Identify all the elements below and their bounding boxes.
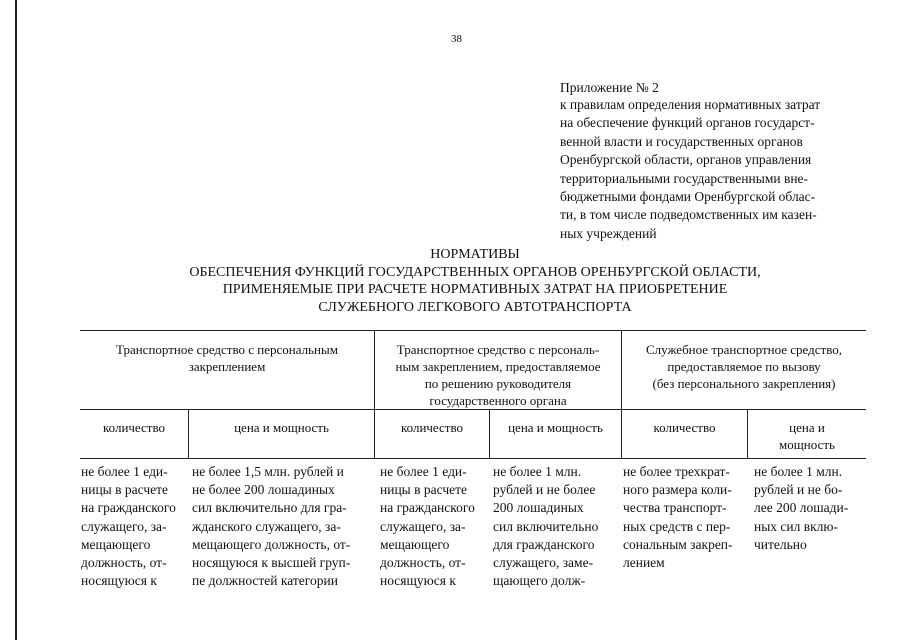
header-line: по решению руководителя [424, 376, 572, 391]
table-cell-price-on-call [754, 463, 848, 554]
group-header-on-call [622, 341, 866, 392]
cell-line: не более 1 млн. [493, 464, 582, 479]
cell-line: служащего, за- [81, 518, 167, 534]
cell-line: носящуюся к [81, 573, 157, 589]
cell-line: ных средств с пер- [623, 518, 731, 534]
appendix-line: территориальными государственными вне- [560, 170, 809, 186]
cell-line: чительно [754, 536, 807, 552]
header-line: цена и мощность [234, 420, 329, 435]
table-rule-top [80, 330, 866, 331]
page-number: 38 [451, 33, 462, 45]
document-title-line: СЛУЖЕБНОГО ЛЕГКОВОГО АВТОТРАНСПОРТА [318, 299, 632, 315]
document-title-line: ОБЕСПЕЧЕНИЯ ФУНКЦИЙ ГОСУДАРСТВЕННЫХ ОРГАНОВ ОРЕНБУРГСКОЙ ОБЛАСТИ, [189, 264, 761, 280]
norms-table [80, 330, 866, 620]
cell-line: служащего, заме- [493, 555, 594, 571]
table-rule-subheader [80, 458, 866, 459]
header-line: количество [653, 420, 716, 435]
group-header-personal [80, 341, 374, 375]
subheader-quantity [622, 419, 747, 436]
header-line: количество [400, 420, 464, 435]
table-cell-quantity-by-decision [380, 463, 475, 590]
cell-line: не более 1 еди- [380, 464, 467, 479]
subheader-quantity [80, 419, 188, 436]
cell-line: на гражданского [81, 500, 176, 516]
appendix-line: ти, в том числе подведомственных им казен- [560, 207, 817, 223]
cell-line: на гражданского [380, 500, 475, 516]
cell-line: пе должностей категории [192, 573, 338, 589]
cell-line: рублей и не бо- [754, 482, 843, 498]
appendix-line: к правилам определения нормативных затрат [560, 97, 821, 112]
header-line: (без персонального закрепления) [652, 376, 836, 391]
cell-line: щающего долж- [493, 573, 586, 589]
cell-line: ницы в расчете [380, 482, 468, 498]
cell-line: сил включительно для гра- [192, 500, 347, 516]
cell-line: не более трехкрат- [623, 464, 730, 479]
header-line: Транспортное средство с персональ- [396, 342, 600, 357]
header-line: государственного органа [429, 393, 567, 408]
cell-line: 200 лошадиных [493, 500, 584, 516]
cell-line: не более 1,5 млн. рублей и [192, 464, 344, 479]
page-edge-line [15, 0, 17, 640]
header-line: предоставляемое по вызову [667, 359, 821, 374]
header-line: цена и [789, 420, 825, 435]
cell-line: мещающего должность, от- [192, 536, 351, 552]
cell-line: должность, от- [81, 555, 167, 571]
cell-line: носящуюся к [380, 573, 456, 589]
document-title-line: ПРИМЕНЯЕМЫЕ ПРИ РАСЧЕТЕ НОРМАТИВНЫХ ЗАТРАТ НА ПРИОБРЕТЕНИЕ [222, 282, 728, 297]
cell-line: сональным закреп- [623, 536, 733, 552]
appendix-text [560, 96, 860, 243]
cell-line: ного размера коли- [623, 482, 732, 498]
subheader-price-power [189, 419, 374, 436]
cell-line: ницы в расчете [81, 482, 169, 498]
cell-line: ных сил вклю- [754, 518, 838, 534]
table-cell-price-by-decision [493, 463, 598, 590]
table-cell-quantity-on-call [623, 463, 733, 572]
cell-line: для гражданского [493, 536, 595, 552]
table-rule-header [80, 409, 866, 410]
group-header-by-decision [375, 341, 621, 409]
header-line: цена и мощность [508, 420, 603, 435]
document-title [80, 246, 870, 316]
table-cell-quantity-personal [81, 463, 176, 590]
header-line: мощность [779, 437, 835, 452]
cell-line: носящуюся к высшей груп- [192, 555, 351, 571]
subheader-quantity [375, 419, 489, 436]
cell-line: служащего, за- [380, 518, 466, 534]
header-line: закреплением [188, 359, 266, 374]
cell-line: жданского служащего, за- [192, 518, 341, 534]
cell-line: чества транспорт- [623, 500, 727, 516]
table-cell-price-personal [192, 463, 350, 590]
header-line: Транспортное средство с персональным [116, 342, 338, 357]
cell-line: не более 200 лошадиных [192, 482, 335, 498]
header-line: ным закреплением, предоставляемое [395, 359, 601, 374]
subheader-price-power [748, 419, 866, 453]
cell-line: лее 200 лошади- [754, 500, 849, 516]
appendix-line: на обеспечение функций органов государст- [560, 115, 815, 131]
header-line: Служебное транспортное средство, [646, 342, 842, 357]
appendix-title: Приложение № 2 [560, 80, 659, 95]
cell-line: рублей и не более [493, 482, 596, 498]
cell-line: не более 1 еди- [81, 464, 168, 479]
appendix-line: бюджетными фондами Оренбургской облас- [560, 189, 816, 205]
header-line: количество [102, 420, 166, 435]
subheader-price-power [490, 419, 621, 436]
cell-line: не более 1 млн. [754, 464, 843, 479]
cell-line: должность, от- [380, 555, 466, 571]
cell-line: лением [623, 555, 665, 571]
cell-line: мещающего [380, 536, 450, 552]
appendix-line: ных учреждений [560, 225, 657, 241]
document-title-line: НОРМАТИВЫ [430, 247, 520, 262]
cell-line: сил включительно [493, 518, 599, 534]
appendix-line: венной власти и государственных органов [560, 133, 803, 149]
appendix-line: Оренбургской области, органов управления [560, 152, 812, 168]
cell-line: мещающего [81, 536, 151, 552]
